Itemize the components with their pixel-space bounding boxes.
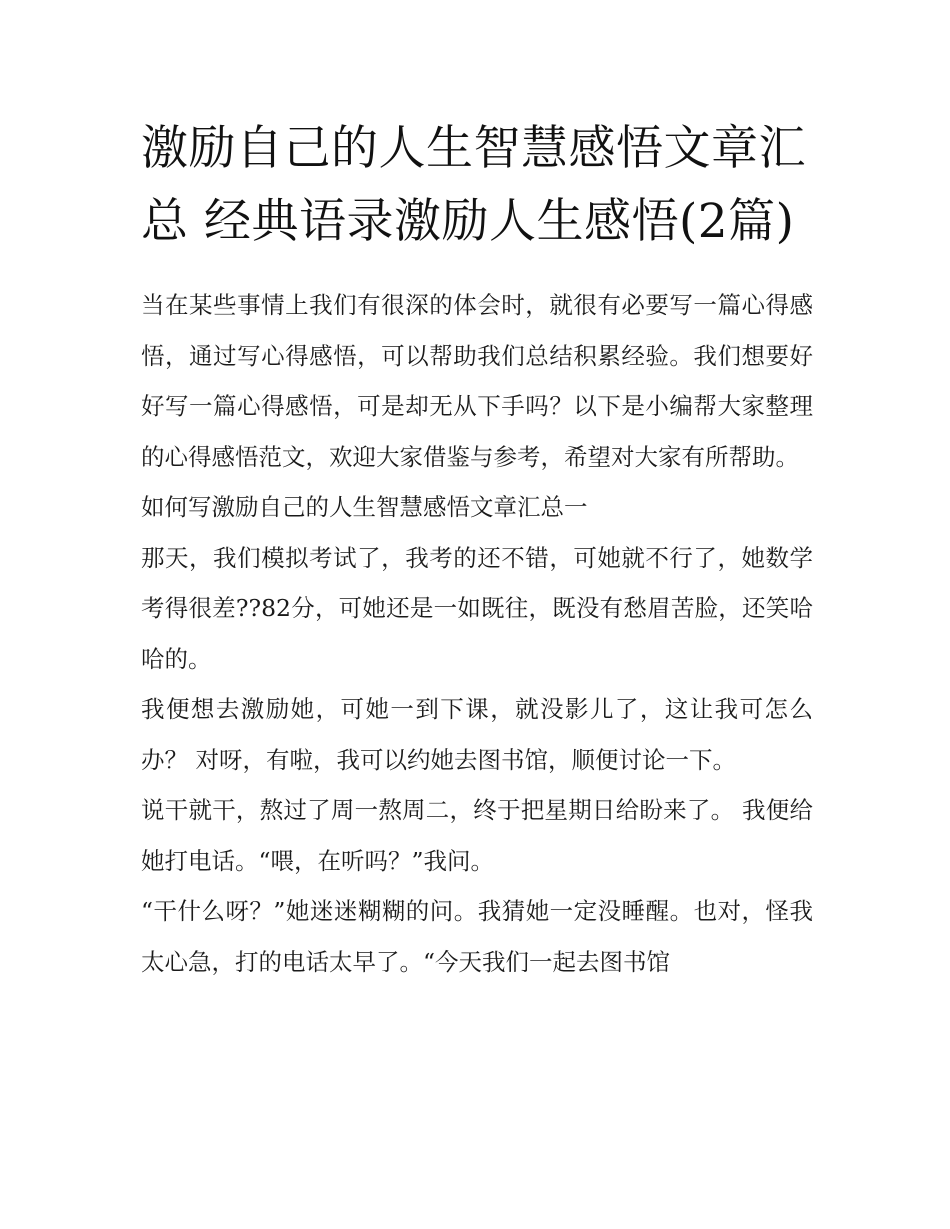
document-content (141, 112, 813, 987)
body-paragraph: 我便想去激励她，可她一到下课，就没影儿了，这让我可怎么办？ 对呀，有啦，我可以约她去图书馆，顺便讨论一下。 (141, 695, 813, 774)
body-paragraph: “干什么呀？”她迷迷糊糊的问。我猜她一定没睡醒。也对，怪我太心急，打的电话太早了。“今天我们一起去图书馆 (141, 897, 813, 976)
body-paragraph: 那天，我们模拟考试了，我考的还不错，可她就不行了，她数学考得很差??82分，可她还是一如既往，既没有愁眉苦脸，还笑哈哈的。 (141, 543, 813, 673)
document-title: 激励自己的人生智慧感悟文章汇总 经典语录激励人生感悟(2篇) (141, 121, 806, 249)
document-body (141, 280, 813, 987)
body-paragraph: 说干就干，熬过了周一熬周二，终于把星期日给盼来了。 我便给她打电话。“喂，在听吗？”我问。 (141, 796, 813, 875)
intro-paragraph: 当在某些事情上我们有很深的体会时，就很有必要写一篇心得感悟，通过写心得感悟，可以帮助我们总结积累经验。我们想要好好写一篇心得感悟，可是却无从下手吗？以下是小编帮大家整理的心得感悟范文，欢迎大家借鉴与参考，希望对大家有所帮助。 (141, 291, 813, 471)
section-heading: 如何写激励自己的人生智慧感悟文章汇总一 (141, 493, 588, 521)
